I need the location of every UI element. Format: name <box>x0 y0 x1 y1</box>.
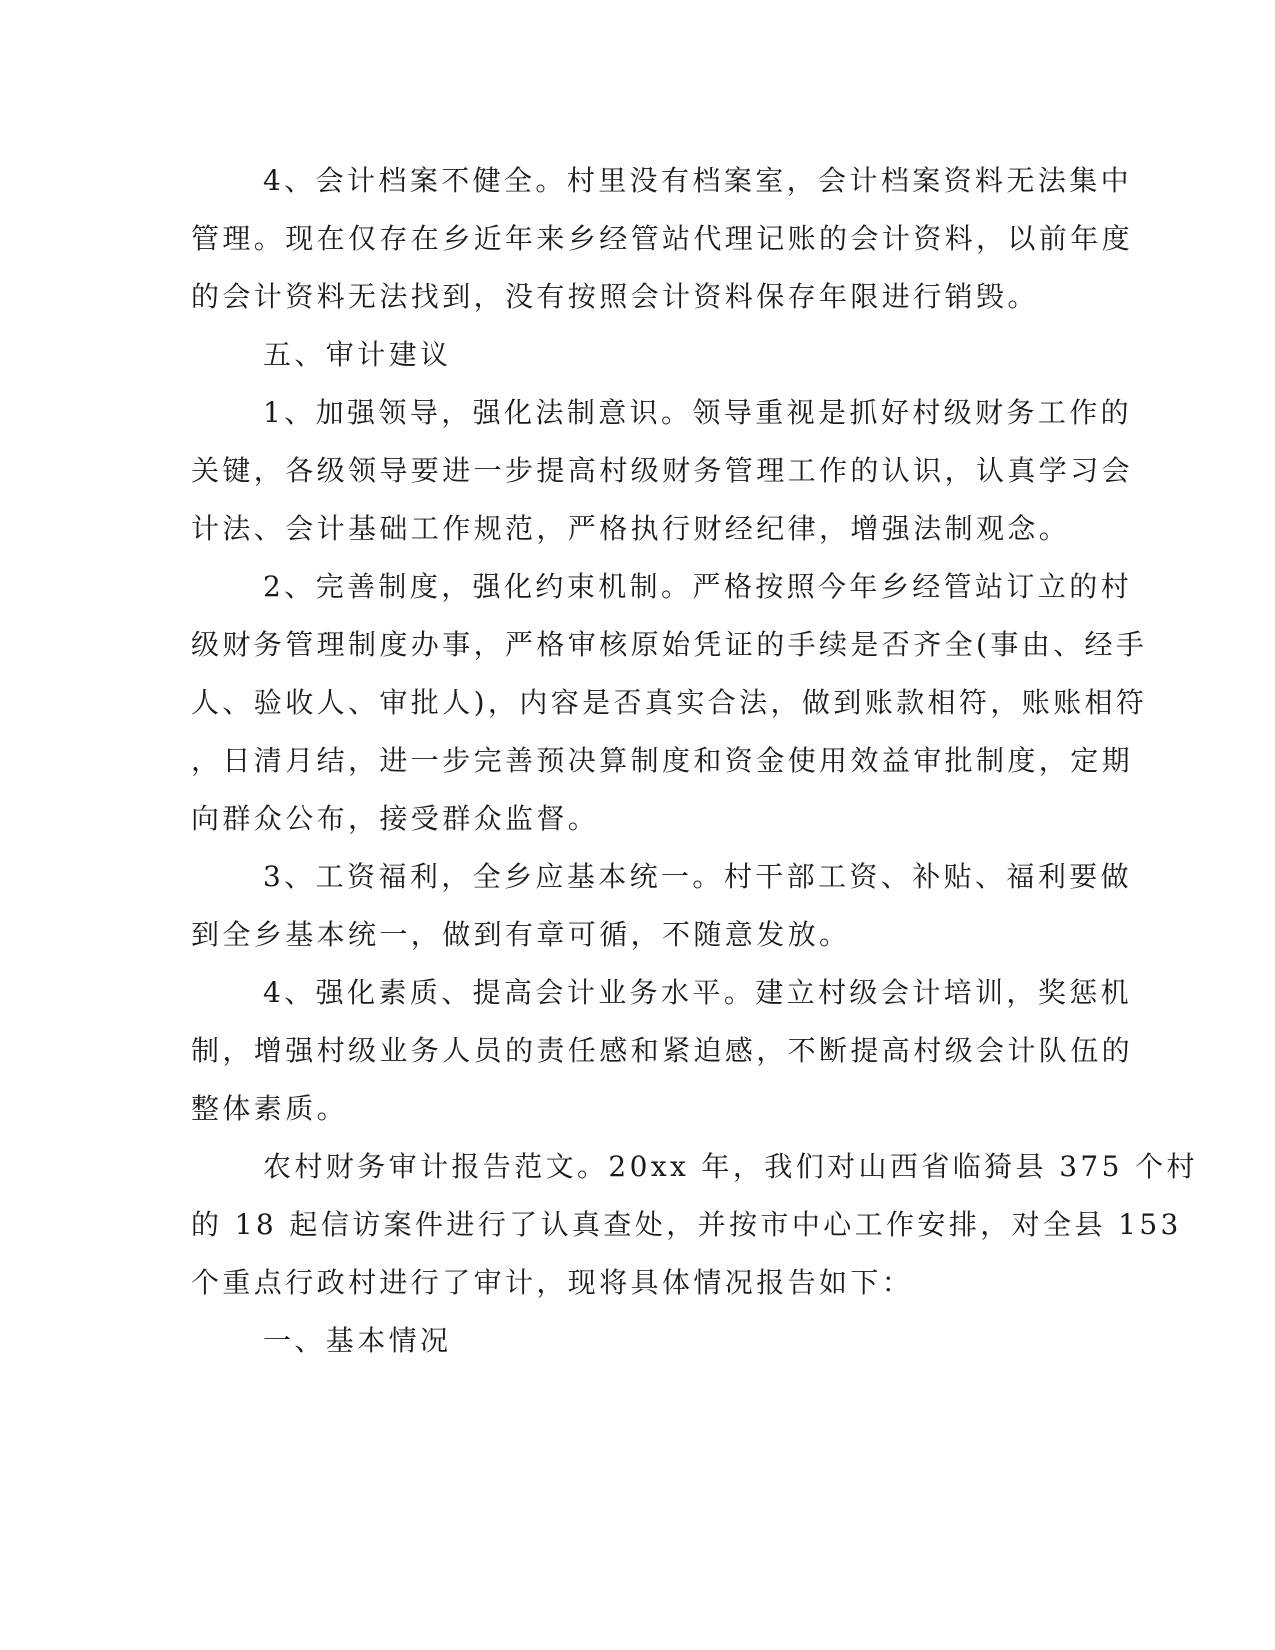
text-line: 制，增强村级业务人员的责任感和紧迫感，不断提高村级会计队伍的 <box>191 1034 1134 1067</box>
text-line: 向群众公布，接受群众监督。 <box>191 802 600 835</box>
text-line: 农村财务审计报告范文。20xx 年，我们对山西省临猗县 375 个村 <box>263 1150 1198 1183</box>
text-line: 个重点行政村进行了审计，现将具体情况报告如下： <box>191 1266 914 1299</box>
text-line: 的会计资料无法找到，没有按照会计资料保存年限进行销毁。 <box>191 280 1039 313</box>
text-line: 级财务管理制度办事，严格审核原始凭证的手续是否齐全(事由、经手 <box>191 628 1148 661</box>
text-line: ，日清月结，进一步完善预决算制度和资金使用效益审批制度，定期 <box>191 744 1134 777</box>
text-line: 人、验收人、审批人)，内容是否真实合法，做到账款相符，账账相符 <box>191 686 1148 719</box>
text-line: 4、会计档案不健全。村里没有档案室，会计档案资料无法集中 <box>263 164 1133 197</box>
text-line: 1、加强领导，强化法制意识。领导重视是抓好村级财务工作的 <box>263 396 1133 429</box>
text-line: 关键，各级领导要进一步提高村级财务管理工作的认识，认真学习会 <box>191 454 1134 487</box>
text-line: 4、强化素质、提高会计业务水平。建立村级会计培训，奖惩机 <box>263 976 1133 1009</box>
text-line: 3、工资福利，全乡应基本统一。村干部工资、补贴、福利要做 <box>263 860 1133 893</box>
section-heading: 一、基本情况 <box>263 1324 452 1357</box>
text-line: 到全乡基本统一，做到有章可循，不随意发放。 <box>191 918 851 951</box>
text-line: 整体素质。 <box>191 1092 349 1125</box>
text-line: 管理。现在仅存在乡近年来乡经管站代理记账的会计资料，以前年度 <box>191 222 1134 255</box>
text-line: 2、完善制度，强化约束机制。严格按照今年乡经管站订立的村 <box>263 570 1133 603</box>
text-line: 的 18 起信访案件进行了认真查处，并按市中心工作安排，对全县 153 <box>191 1208 1182 1241</box>
text-line: 计法、会计基础工作规范，严格执行财经纪律，增强法制观念。 <box>191 512 1071 545</box>
section-heading: 五、审计建议 <box>263 338 452 371</box>
